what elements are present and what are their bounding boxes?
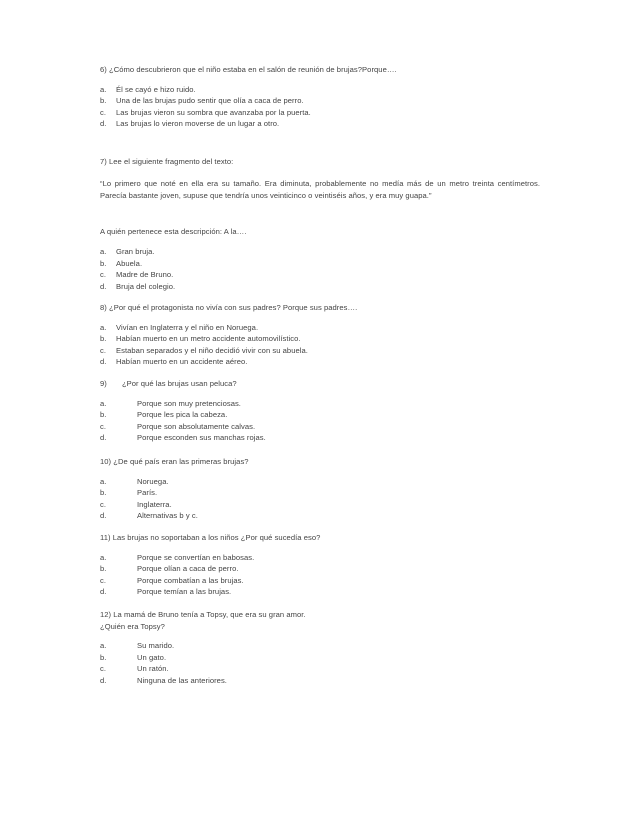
option-text: Porque olían a caca de perro. [137, 564, 239, 574]
question-9 [100, 378, 540, 444]
option-letter: a. [100, 322, 107, 332]
option [100, 333, 540, 345]
option [100, 652, 540, 664]
question-11-title: 11) Las brujas no soportaban a los niños ¿Por qué sucedía eso? [100, 533, 321, 542]
option-text: Las brujas lo vieron moverse de un lugar a otro. [116, 119, 280, 129]
option [100, 552, 540, 564]
question-7-prompt: A quién pertenece esta descripción: A la…. [100, 227, 247, 236]
option-letter: a. [100, 476, 107, 486]
question-10 [100, 456, 540, 522]
option-text: París. [137, 488, 158, 498]
option-letter: b. [100, 564, 107, 574]
option-letter: d. [100, 357, 107, 367]
question-12-options [100, 640, 540, 686]
option [100, 575, 540, 587]
question-6 [100, 64, 540, 130]
option [100, 322, 540, 334]
option-letter: b. [100, 96, 107, 106]
option [100, 409, 540, 421]
question-7-quote: “Lo primero que noté en ella era su tamaño. Era diminuta, probablemente no medía más de un metro treinta centímetros. Parecía bastante joven, supuse que tendría unos veinticinco o veintiséis años, y era muy guapa.” [100, 179, 540, 200]
option-text: Gran bruja. [116, 247, 155, 256]
option-letter: c. [100, 575, 107, 585]
option-text: Habían muerto en un accidente aéreo. [116, 357, 248, 367]
option [100, 421, 540, 433]
option-letter: c. [100, 421, 107, 431]
option-text: Las brujas vieron su sombra que avanzaba por la puerta. [116, 107, 311, 117]
option-letter: d. [100, 511, 107, 521]
option [100, 487, 540, 499]
option [100, 84, 540, 96]
option-text: Un ratón. [137, 664, 169, 674]
option-letter: c. [100, 270, 107, 280]
option [100, 675, 540, 687]
option-letter: b. [100, 258, 107, 268]
option [100, 246, 540, 258]
question-8-options [100, 322, 540, 368]
option [100, 476, 540, 488]
option [100, 640, 540, 652]
option-text: Un gato. [137, 652, 167, 662]
option-text: Madre de Bruno. [116, 270, 174, 280]
option-text: Porque son absolutamente calvas. [137, 421, 256, 431]
question-7-options [100, 246, 540, 292]
question-12 [100, 609, 540, 687]
option-text: Una de las brujas pudo sentir que olía a caca de perro. [116, 96, 304, 106]
question-7-title: 7) Lee el siguiente fragmento del texto: [100, 157, 234, 166]
option [100, 258, 540, 270]
question-12-title-line-2: ¿Quién era Topsy? [100, 621, 165, 631]
option-letter: a. [100, 247, 107, 256]
option-letter: c. [100, 664, 107, 674]
question-10-title: 10) ¿De qué país eran las primeras brujas? [100, 457, 249, 466]
option [100, 432, 540, 444]
option-text: Porque son muy pretenciosas. [137, 398, 241, 408]
question-12-title [100, 609, 540, 632]
option [100, 95, 540, 107]
option [100, 510, 540, 522]
question-11-options [100, 552, 540, 598]
option-letter: a. [100, 552, 107, 562]
option-text: Porque temían a las brujas. [137, 587, 232, 597]
question-11 [100, 532, 540, 598]
option-text: Porque esconden sus manchas rojas. [137, 433, 266, 443]
option-letter: a. [100, 398, 107, 408]
option [100, 356, 540, 368]
option [100, 586, 540, 598]
option-text: Estaban separados y el niño decidió vivir con su abuela. [116, 345, 308, 355]
option-letter: c. [100, 499, 107, 509]
option [100, 118, 540, 130]
option-letter: b. [100, 488, 107, 498]
option-letter: d. [100, 433, 107, 443]
option-letter: c. [100, 345, 107, 355]
option-text: Abuela. [116, 258, 143, 268]
option [100, 345, 540, 357]
option-text: Ninguna de las anteriores. [137, 675, 227, 685]
option-letter: b. [100, 410, 107, 420]
option-text: Su marido. [137, 641, 175, 651]
option-letter: c. [100, 107, 107, 117]
option-text: Porque combatían a las brujas. [137, 575, 244, 585]
option [100, 281, 540, 293]
option-letter: d. [100, 587, 107, 597]
question-9-title: 9) ¿Por qué las brujas usan peluca? [100, 379, 237, 388]
option-text: Él se cayó e hizo ruido. [116, 84, 196, 94]
option-letter: a. [100, 641, 107, 651]
option-text: Vivían en Inglaterra y el niño en Noruega. [116, 322, 259, 332]
option-letter: d. [100, 281, 107, 291]
option [100, 269, 540, 281]
option-letter: a. [100, 84, 107, 94]
option-text: Bruja del colegio. [116, 281, 176, 291]
option [100, 499, 540, 511]
option [100, 563, 540, 575]
option-text: Habían muerto en un metro accidente automovilístico. [116, 334, 301, 344]
question-8-title: 8) ¿Por qué el protagonista no vivía con sus padres? Porque sus padres…. [100, 303, 358, 312]
option-letter: b. [100, 652, 107, 662]
option [100, 663, 540, 675]
option-letter: d. [100, 119, 107, 129]
option-letter: b. [100, 334, 107, 344]
option [100, 107, 540, 119]
option-text: Noruega. [137, 476, 169, 486]
question-9-options [100, 398, 540, 444]
question-12-title-line-1: 12) La mamá de Bruno tenía a Topsy, que era su gran amor. [100, 610, 306, 619]
question-6-title: 6) ¿Cómo descubrieron que el niño estaba en el salón de reunión de brujas?Porque…. [100, 65, 397, 74]
option-text: Inglaterra. [137, 499, 172, 509]
option [100, 398, 540, 410]
question-8 [100, 302, 540, 368]
option-text: Porque se convertían en babosas. [137, 552, 255, 562]
option-text: Porque les pica la cabeza. [137, 410, 228, 420]
option-letter: d. [100, 675, 107, 685]
question-6-options [100, 84, 540, 130]
option-text: Alternativas b y c. [137, 511, 198, 521]
question-10-options [100, 476, 540, 522]
